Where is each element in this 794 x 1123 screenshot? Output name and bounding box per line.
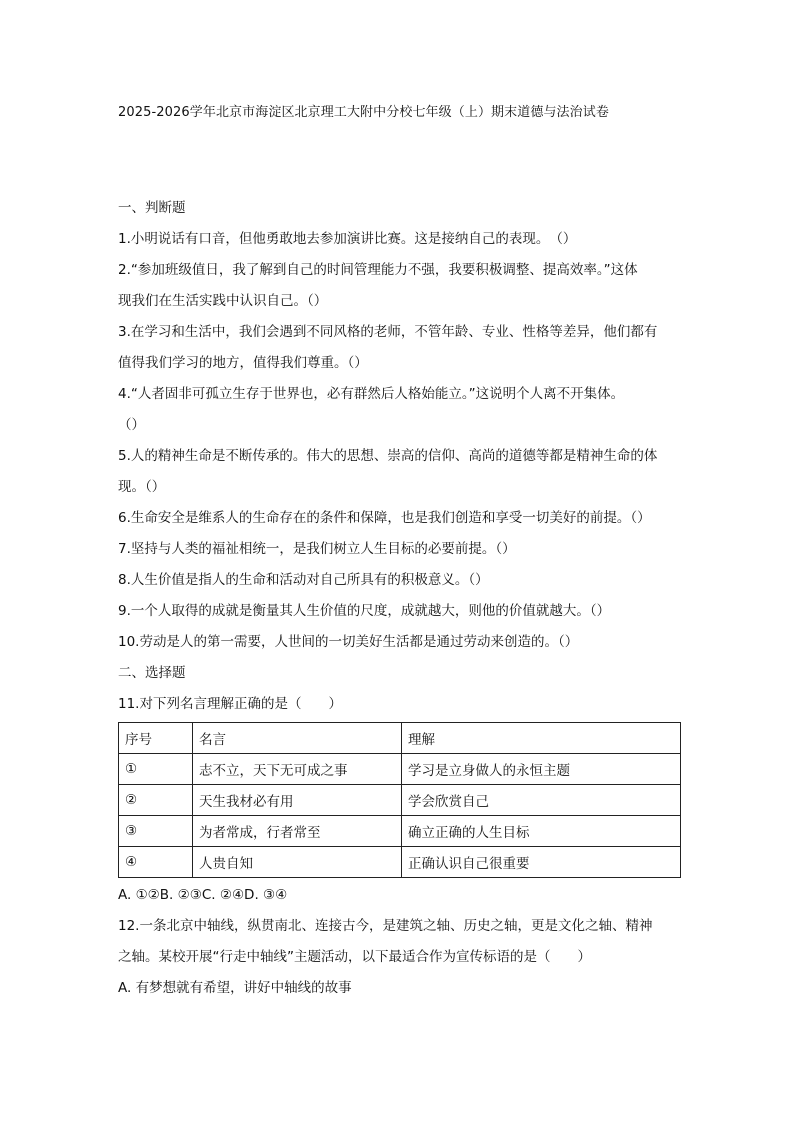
question-11-options: A. ①②B. ②③C. ②④D. ③④ (118, 887, 288, 903)
table-cell: ② (119, 785, 193, 816)
question-8: 8.人生价值是指人的生命和活动对自己所具有的积极意义。（） (118, 572, 489, 588)
question-4-line-2: （） (118, 417, 145, 433)
table-cell: ① (119, 754, 193, 785)
table-row (119, 816, 681, 847)
table-cell: 人贵自知 (193, 847, 402, 878)
exam-content (118, 193, 682, 1004)
table-cell: 正确认识自己很重要 (402, 847, 681, 878)
question-11-stem: 11.对下列名言理解正确的是（ ） (118, 696, 342, 712)
table-cell: 学会欣赏自己 (402, 785, 681, 816)
table-row (119, 754, 681, 785)
table-row (119, 847, 681, 878)
table-cell: 确立正确的人生目标 (402, 816, 681, 847)
section-heading-judgment: 一、判断题 (118, 200, 186, 216)
question-9: 9.一个人取得的成就是衡量其人生价值的尺度，成就越大，则他的价值就越大。（） (118, 603, 611, 619)
question-10: 10.劳动是人的第一需要，人世间的一切美好生活都是通过劳动来创造的。（） (118, 634, 579, 650)
table-cell: 学习是立身做人的永恒主题 (402, 754, 681, 785)
question-1: 1.小明说话有口音，但他勇敢地去参加演讲比赛。这是接纳自己的表现。 （） (118, 231, 577, 247)
question-3-line-1: 3.在学习和生活中，我们会遇到不同风格的老师，不管年龄、专业、性格等差异，他们都有 (118, 324, 658, 340)
question-6: 6.生命安全是维系人的生命存在的条件和保障，也是我们创造和享受一切美好的前提。（） (118, 510, 651, 526)
table-header-cell: 序号 (119, 723, 193, 754)
table-header-cell: 理解 (402, 723, 681, 754)
quote-table (118, 722, 681, 878)
question-4-line-1: 4.“人者固非可孤立生存于世界也，必有群然后人格始能立。”这说明个人离不开集体。 (118, 386, 625, 402)
section-heading-choice: 二、选择题 (118, 665, 186, 681)
question-7: 7.坚持与人类的福祉相统一，是我们树立人生目标的必要前提。（） (118, 541, 516, 557)
table-cell: ④ (119, 847, 193, 878)
question-12-line-1: 12.一条北京中轴线，纵贯南北、连接古今，是建筑之轴、历史之轴，更是文化之轴、精神 (118, 918, 653, 934)
question-5-line-1: 5.人的精神生命是不断传承的。伟大的思想、崇高的信仰、高尚的道德等都是精神生命的体 (118, 448, 658, 464)
question-2-line-2: 现我们在生活实践中认识自己。（） (118, 293, 328, 309)
table-header-row (119, 723, 681, 754)
table-cell: 志不立，天下无可成之事 (193, 754, 402, 785)
table-header-cell: 名言 (193, 723, 402, 754)
table-cell: 为者常成，行者常至 (193, 816, 402, 847)
question-12-option-a: A. 有梦想就有希望，讲好中轴线的故事 (118, 980, 352, 996)
question-12-line-2: 之轴。某校开展“行走中轴线”主题活动，以下最适合作为宣传标语的是（ ） (118, 949, 591, 965)
exam-title: 2025-2026学年北京市海淀区北京理工大附中分校七年级（上）期末道德与法治试卷 (118, 105, 609, 120)
question-3-line-2: 值得我们学习的地方，值得我们尊重。（） (118, 355, 368, 371)
table-cell: ③ (119, 816, 193, 847)
question-2-line-1: 2.“参加班级值日，我了解到自己的时间管理能力不强，我要积极调整、提高效率。”这体 (118, 262, 638, 278)
question-5-line-2: 现。（） (118, 479, 166, 495)
table-row (119, 785, 681, 816)
table-cell: 天生我材必有用 (193, 785, 402, 816)
